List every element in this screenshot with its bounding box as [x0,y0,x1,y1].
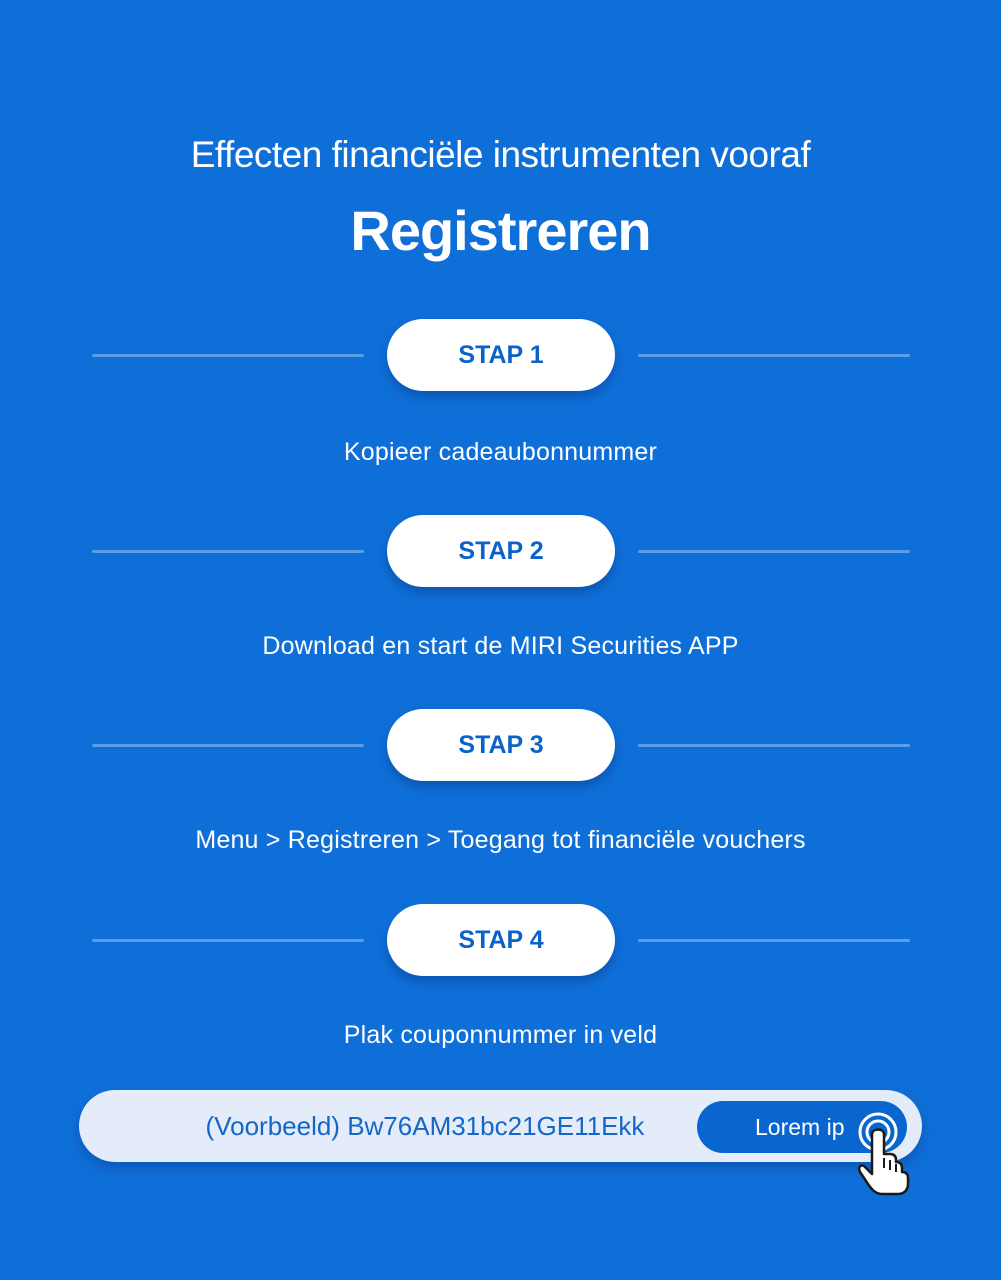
step-2-description: Download en start de MIRI Securities APP [262,632,739,660]
divider-line [92,354,364,357]
divider-line [92,550,364,553]
step-3-badge: STAP 3 [387,709,615,781]
divider-line [638,939,910,942]
pointer-hand-icon [850,1110,914,1196]
step-2 [0,515,1001,587]
step-2-badge: STAP 2 [387,515,615,587]
divider-line [638,550,910,553]
step-4-badge: STAP 4 [387,904,615,976]
divider-line [638,744,910,747]
divider-line [92,939,364,942]
divider-line [92,744,364,747]
step-3 [0,709,1001,781]
coupon-number-value[interactable]: (Voorbeeld) Bw76AM31bc21GE11Ekk [205,1111,645,1141]
step-1-description: Kopieer cadeaubonnummer [343,438,658,466]
coupon-field[interactable] [79,1090,922,1162]
paste-button[interactable]: Lorem ip [697,1101,907,1153]
step-3-description: Menu > Registreren > Toegang tot financiële vouchers [195,826,806,854]
page-subtitle: Effecten financiële instrumenten vooraf [190,134,811,175]
step-4 [0,904,1001,976]
step-1-badge: STAP 1 [387,319,615,391]
step-4-description: Plak couponnummer in veld [343,1021,658,1049]
page-title: Registreren [350,199,651,262]
step-1 [0,319,1001,391]
divider-line [638,354,910,357]
